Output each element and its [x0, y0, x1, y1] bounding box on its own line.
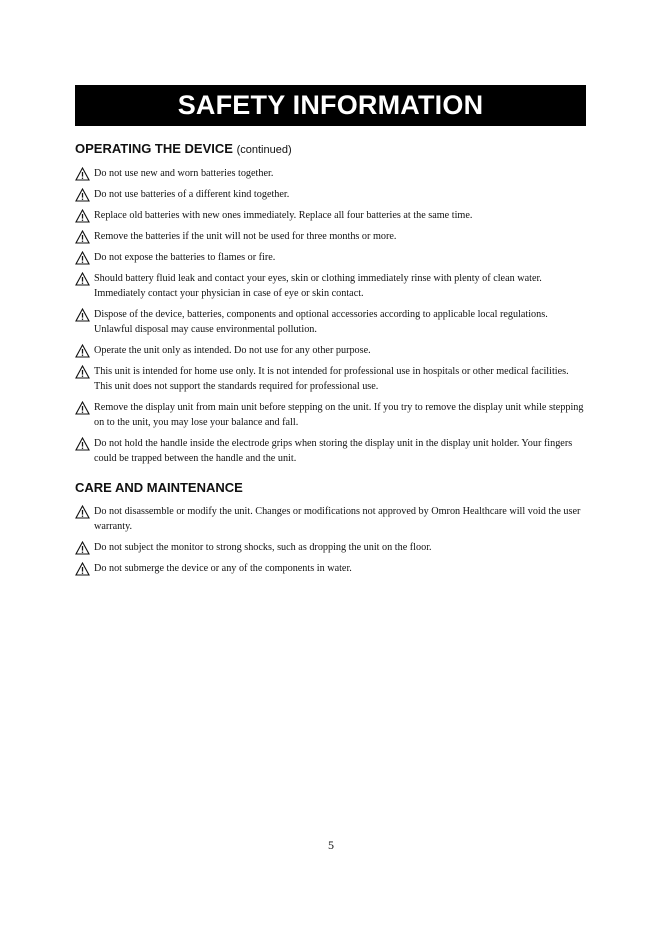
warning-triangle-icon	[75, 272, 90, 286]
warning-item	[75, 166, 586, 181]
operating-section	[75, 141, 586, 472]
warning-triangle-icon	[75, 505, 90, 519]
warning-triangle-icon	[75, 562, 90, 576]
warning-text: Do not subject the monitor to strong shocks, such as dropping the unit on the floor.	[94, 542, 432, 553]
title-banner	[75, 85, 586, 126]
warning-item	[75, 187, 586, 202]
warning-text: Do not submerge the device or any of the components in water.	[94, 563, 352, 574]
warning-text: Do not use batteries of a different kind together.	[94, 189, 290, 200]
warning-triangle-icon	[75, 188, 90, 202]
warning-item	[75, 343, 586, 358]
warning-triangle-icon	[75, 209, 90, 223]
warning-triangle-icon	[75, 251, 90, 265]
warning-triangle-icon	[75, 437, 90, 451]
warning-text: Do not hold the handle inside the electrode grips when storing the display unit in the display unit holder. Your fingers could be trapped between the handle and the unit.	[94, 438, 573, 464]
warning-item	[75, 504, 586, 534]
warning-triangle-icon	[75, 230, 90, 244]
warning-item	[75, 561, 586, 576]
warning-item	[75, 364, 586, 394]
operating-heading	[75, 141, 586, 158]
warning-item	[75, 400, 586, 430]
warning-text: Do not disassemble or modify the unit. Changes or modifications not approved by Omron Healthcare will void the user warranty.	[94, 506, 581, 532]
warning-item	[75, 307, 586, 337]
care-heading: CARE AND MAINTENANCE	[75, 480, 243, 495]
operating-list	[75, 166, 586, 466]
warning-text: Replace old batteries with new ones immediately. Replace all four batteries at the same time.	[94, 210, 473, 221]
page-title: SAFETY INFORMATION	[177, 90, 484, 120]
warning-item	[75, 250, 586, 265]
warning-item	[75, 229, 586, 244]
warning-text: Do not use new and worn batteries together.	[94, 168, 274, 179]
care-section	[75, 480, 586, 582]
warning-text: Remove the display unit from main unit before stepping on the unit. If you try to remove the display unit while stepping on to the unit, you may lose your balance and fall.	[94, 402, 584, 428]
warning-text: Dispose of the device, batteries, components and optional accessories according to applicable local regulations. Unlawful disposal may cause environmental pollution.	[94, 309, 548, 335]
warning-triangle-icon	[75, 344, 90, 358]
page-number: 5	[328, 838, 334, 852]
warning-text: Should battery fluid leak and contact your eyes, skin or clothing immediately rinse with plenty of clean water. Immediately contact your physician in case of eye or skin contact.	[94, 273, 542, 299]
operating-heading-text: OPERATING THE DEVICE	[75, 141, 233, 156]
warning-item	[75, 271, 586, 301]
warning-text: Do not expose the batteries to flames or fire.	[94, 252, 276, 263]
warning-text: Remove the batteries if the unit will not be used for three months or more.	[94, 231, 397, 242]
warning-triangle-icon	[75, 401, 90, 415]
warning-item	[75, 436, 586, 466]
care-list	[75, 504, 586, 576]
warning-text: Operate the unit only as intended. Do not use for any other purpose.	[94, 345, 371, 356]
warning-triangle-icon	[75, 308, 90, 322]
warning-triangle-icon	[75, 541, 90, 555]
warning-item	[75, 540, 586, 555]
warning-triangle-icon	[75, 365, 90, 379]
operating-heading-sub: (continued)	[236, 144, 292, 156]
warning-item	[75, 208, 586, 223]
warning-text: This unit is intended for home use only. It is not intended for professional use in hospitals or other medical facilities. This unit does not support the standards required for professional use.	[94, 366, 569, 392]
warning-triangle-icon	[75, 167, 90, 181]
